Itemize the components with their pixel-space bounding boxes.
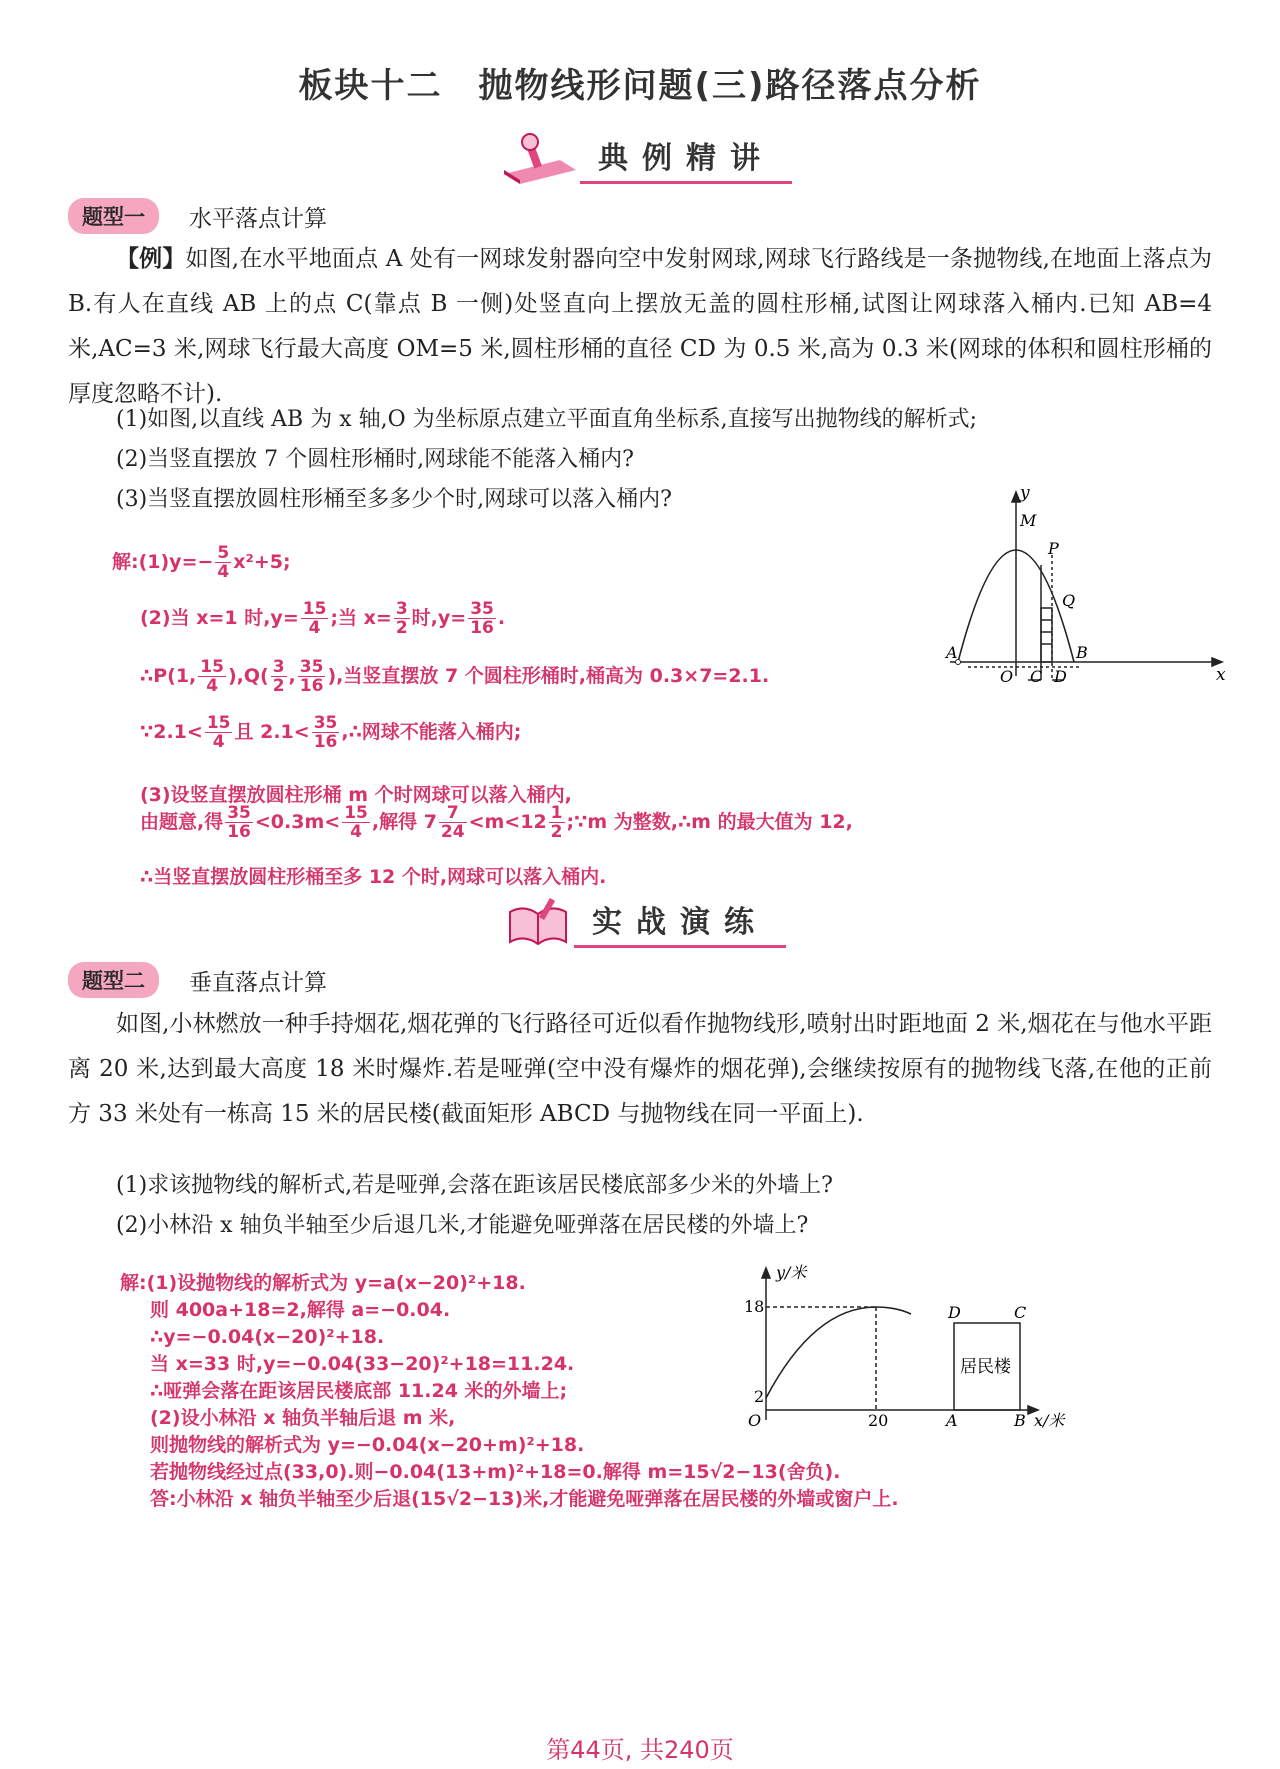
section1-tag: 题型一 — [68, 198, 159, 234]
fig1-label-D: D — [1054, 667, 1067, 686]
practice-problem: 如图,小林燃放一种手持烟花,烟花弹的飞行路径可近似看作抛物线形,喷射出时距地面 2 米,烟花在与他水平距离 20 米,达到最大高度 18 米时爆炸.若是哑弹(空中没有爆炸的烟花弹),会继续按原有的抛物线飞落,在他的正前方 33 米处有一栋高 15 米的居民楼(截面矩形 ABCD 与抛物线在同一平面上). — [68, 1011, 1212, 1127]
section2-title: 垂直落点计算 — [189, 969, 327, 996]
fig2-label-20: 20 — [868, 1411, 889, 1430]
practice-question-2: (2)小林沿 x 轴负半轴至少后退几米,才能避免哑弹落在居民楼的外墙上? — [116, 1213, 809, 1238]
fig1-label-P: P — [1048, 539, 1059, 558]
example-problem — [68, 236, 1212, 417]
fig1-label-x: x — [1216, 665, 1226, 685]
example-problem-text: 如图,在水平地面点 A 处有一网球发射器向空中发射网球,网球飞行路线是一条抛物线,在地面上落点为 B.有人在直线 AB 上的点 C(靠点 B 一侧)处竖直向上摆放无盖的圆柱形桶,试图让网球落入桶内.已知 AB=4 米,AC=3 米,网球飞行最大高度 OM=5 米,圆柱形桶的直径 CD 为 0.5 米,高为 0.3 米(网球的体积和圆柱形桶的厚度忽略不计). — [68, 246, 1212, 407]
page-title: 板块十二 抛物线形问题(三)路径落点分析 — [298, 66, 982, 106]
fig2-label-D: D — [948, 1303, 961, 1322]
solution-line-1: 解:(1)y=− $\frac{5}{4}$ x²+5; — [112, 543, 291, 582]
fig1-label-Q: Q — [1062, 591, 1076, 610]
practice-solution-line: ∴y=−0.04(x−20)²+18. — [150, 1326, 385, 1348]
practice-solution-line: 当 x=33 时,y=−0.04(33−20)²+18=11.24. — [150, 1353, 575, 1375]
desk-lamp-icon — [500, 130, 580, 186]
page-counter: 第44页, 共240页 — [546, 1736, 734, 1764]
example-question-3: (3)当竖直摆放圆柱形桶至多多少个时,网球可以落入桶内? — [116, 487, 672, 512]
fig1-label-A: A — [946, 643, 958, 662]
solution-line-2: (2)当 x=1 时,y= $\frac{15}{4}$ ;当 x= $\frac{3}{2}$ 时,y= $\frac{35}{16}$ . — [140, 599, 506, 638]
banner-practice — [504, 894, 786, 950]
figure-firework-building — [736, 1260, 1076, 1440]
example-question-2: (2)当竖直摆放 7 个圆柱形桶时,网球能不能落入桶内? — [116, 447, 634, 472]
practice-question-1: (1)求该抛物线的解析式,若是哑弹,会落在距该居民楼底部多少米的外墙上? — [116, 1173, 833, 1198]
example-label: 【例】 — [116, 245, 186, 272]
fig2-label-C: C — [1014, 1303, 1027, 1322]
solution-line-6: 由题意,得 $\frac{35}{16}$ <0.3m< $\frac{15}{4}$ ,解得 7 $\frac{7}{24}$ <m<12 $\frac{1}{2}$ ;∵m 为整数,∴m 的最大值为 12, — [140, 803, 853, 842]
fig2-label-O: O — [748, 1411, 762, 1430]
fig1-label-B: B — [1076, 643, 1088, 662]
fig2-label-building: 居民楼 — [960, 1357, 1011, 1377]
fig2-label-B: B — [1014, 1411, 1026, 1430]
solution-line-4: ∵2.1< $\frac{15}{4}$ 且 2.1< $\frac{35}{16}$ ,∴网球不能落入桶内; — [140, 713, 522, 752]
section2-header — [68, 962, 327, 998]
fig2-label-y: y/米 — [776, 1263, 807, 1282]
practice-solution-line: 若抛物线经过点(33,0).则−0.04(13+m)²+18=0.解得 m=15√2−13(舍负). — [150, 1461, 841, 1483]
fig1-label-O: O — [1000, 667, 1014, 686]
practice-solution-line: 则 400a+18=2,解得 a=−0.04. — [150, 1299, 451, 1321]
section1-header — [68, 198, 327, 234]
figure-parabola-bucket — [940, 480, 1240, 710]
fig1-label-y: y — [1020, 483, 1030, 503]
fig1-label-C: C — [1030, 667, 1043, 686]
section2-tag: 题型二 — [68, 962, 159, 998]
practice-solution-line: 解:(1)设抛物线的解析式为 y=a(x−20)²+18. — [120, 1272, 526, 1294]
book-icon — [504, 894, 574, 950]
example-question-1: (1)如图,以直线 AB 为 x 轴,O 为坐标原点建立平面直角坐标系,直接写出抛物线的解析式; — [116, 407, 978, 432]
fig2-label-A: A — [946, 1411, 958, 1430]
section1-title: 水平落点计算 — [189, 205, 327, 232]
practice-solution-line: ∴哑弹会落在距该居民楼底部 11.24 米的外墙上; — [150, 1380, 568, 1402]
practice-solution-line: 答:小林沿 x 轴负半轴至少后退(15√2−13)米,才能避免哑弹落在居民楼的外墙或窗户上. — [150, 1488, 899, 1510]
solution-line-5: (3)设竖直摆放圆柱形桶 m 个时网球可以落入桶内, — [140, 784, 572, 806]
banner-example-text: 典例精讲 — [580, 133, 792, 184]
practice-solution-line: 则抛物线的解析式为 y=−0.04(x−20+m)²+18. — [150, 1434, 585, 1456]
fig2-label-2: 2 — [754, 1387, 765, 1406]
banner-example — [500, 130, 792, 186]
banner-practice-text: 实战演练 — [574, 897, 786, 948]
fig2-label-18: 18 — [744, 1297, 765, 1316]
practice-solution-line: (2)设小林沿 x 轴负半轴后退 m 米, — [150, 1407, 456, 1429]
solution-line-3: ∴P(1, $\frac{15}{4}$ ),Q( $\frac{3}{2}$ , $\frac{35}{16}$ ),当竖直摆放 7 个圆柱形桶时,桶高为 0.3×7=2.1. — [140, 657, 770, 696]
fig2-label-x: x/米 — [1034, 1411, 1065, 1430]
fig1-label-M: M — [1020, 511, 1037, 530]
solution-line-7: ∴当竖直摆放圆柱形桶至多 12 个时,网球可以落入桶内. — [140, 866, 607, 888]
